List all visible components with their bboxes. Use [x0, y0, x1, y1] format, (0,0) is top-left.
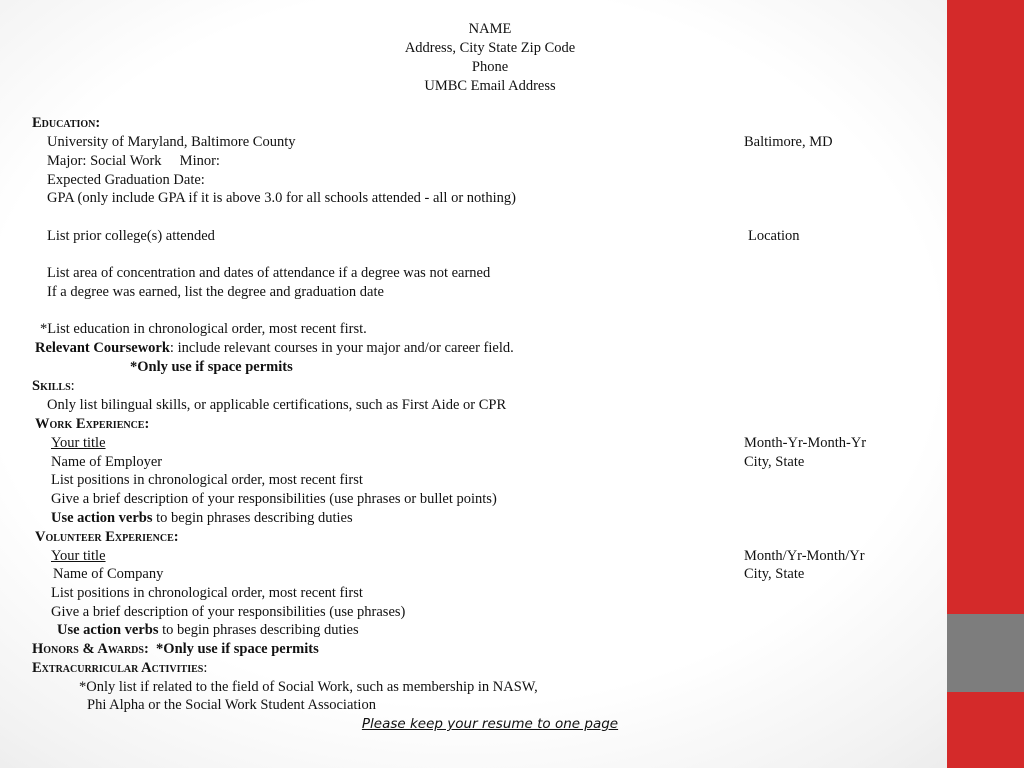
work-action-verbs: Use action verbs to begin phrases describing duties	[51, 510, 353, 526]
education-school: University of Maryland, Baltimore County	[47, 134, 296, 150]
one-page-note: Please keep your resume to one page	[361, 716, 619, 732]
work-title: Your title	[51, 435, 106, 451]
education-prior-location: Location	[748, 228, 800, 244]
skills-heading: Skills:	[32, 378, 75, 394]
header-address: Address, City State Zip Code	[404, 40, 576, 56]
extracurricular-heading: Extracurricular Activities:	[32, 660, 208, 676]
education-degree: If a degree was earned, list the degree and graduation date	[47, 284, 384, 300]
extracurricular-line2: Phi Alpha or the Social Work Student Association	[87, 697, 376, 713]
work-dates: Month-Yr-Month-Yr	[744, 435, 867, 451]
education-concentration: List area of concentration and dates of attendance if a degree was not earned	[47, 265, 491, 281]
education-gpa: GPA (only include GPA if it is above 3.0 for all schools attended - all or nothing)	[47, 190, 516, 206]
accent-bar-gray	[947, 614, 1024, 692]
volunteer-company: Name of Company	[53, 566, 164, 582]
volunteer-line2: Give a brief description of your responsibilities (use phrases)	[51, 604, 406, 620]
volunteer-dates: Month/Yr-Month/Yr	[744, 548, 865, 564]
volunteer-action-verbs: Use action verbs to begin phrases describing duties	[57, 622, 359, 638]
header-phone: Phone	[471, 59, 509, 75]
volunteer-heading: Volunteer Experience:	[35, 529, 179, 545]
work-line1: List positions in chronological order, most recent first	[51, 472, 363, 488]
education-heading: Education:	[32, 115, 101, 131]
relevant-coursework: Relevant Coursework: include relevant courses in your major and/or career field.	[35, 340, 514, 356]
extracurricular-line1: *Only list if related to the field of Social Work, such as membership in NASW,	[79, 679, 538, 695]
volunteer-line1: List positions in chronological order, most recent first	[51, 585, 363, 601]
skills-text: Only list bilingual skills, or applicable certifications, such as First Aide or CPR	[47, 397, 507, 413]
education-chronological-note: *List education in chronological order, most recent first.	[40, 321, 367, 337]
header-email: UMBC Email Address	[424, 78, 556, 94]
coursework-space-note: *Only use if space permits	[130, 359, 293, 375]
work-line2: Give a brief description of your responsibilities (use phrases or bullet points)	[51, 491, 497, 507]
education-major: Major: Social Work Minor:	[47, 153, 220, 169]
volunteer-title: Your title	[51, 548, 106, 564]
honors-heading: Honors & Awards: *Only use if space permits	[32, 641, 319, 657]
education-school-location: Baltimore, MD	[744, 134, 833, 150]
education-prior-college: List prior college(s) attended	[47, 228, 215, 244]
volunteer-location: City, State	[744, 566, 805, 582]
work-location: City, State	[744, 454, 805, 470]
work-employer: Name of Employer	[51, 454, 163, 470]
work-heading: Work Experience:	[35, 416, 150, 432]
header-name: NAME	[468, 21, 512, 37]
education-graduation: Expected Graduation Date:	[47, 172, 205, 188]
